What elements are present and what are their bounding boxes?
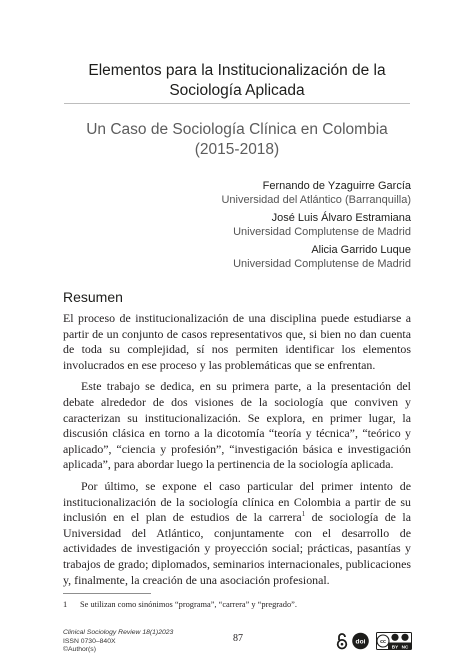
footnote	[63, 599, 411, 610]
page-number: 87	[233, 633, 243, 644]
abstract-body	[63, 311, 411, 594]
article-title	[40, 61, 434, 101]
author-list	[81, 179, 411, 275]
footnote-number: 1	[63, 600, 68, 609]
title-divider	[64, 103, 410, 104]
journal-metadata	[63, 629, 173, 655]
abstract-paragraph-3	[63, 479, 411, 588]
author-name: Alicia Garrido Luque	[311, 244, 411, 256]
subtitle-line-2: (2015-2018)	[194, 141, 280, 158]
nc-dollar-icon	[401, 634, 408, 641]
abstract-paragraph-2: Este trabajo se dedica, en su primera parte, a la presentación del debate alrededor de dos visiones de la sociología que conviven y caracterizan su institucionalización. Se explora, en primer lugar, la discusión clásica en torno a la dicotomía “teoría y técnica”, “teórico y aplicado”, “ciencia y profesión”, “investigación básica e investigación aplicada”, para abordar luego la pertinencia de la sociología aplicada.	[63, 379, 411, 472]
title-line-2: Sociología Aplicada	[169, 82, 305, 99]
abstract-paragraph-1: El proceso de institucionalización de una disciplina puede estudiarse a partir de un conjunto de casos representativos que, si bien no dan cuenta de toda su complejidad, sí nos permiten identificar los elementos involucrados en ese proceso y las problemáticas que se enfrentan.	[63, 311, 411, 372]
by-person-icon	[391, 634, 398, 641]
abstract-heading: Resumen	[63, 289, 123, 305]
journal-citation: Clinical Sociology Review 18(1)2023	[63, 629, 174, 636]
author-name: José Luis Álvaro Estramiana	[271, 212, 411, 224]
footnote-reference[interactable]: 1	[301, 510, 306, 519]
footnote-divider	[63, 593, 151, 594]
subtitle-line-1: Un Caso de Sociología Clínica en Colombia	[86, 121, 388, 138]
cc-label: cc	[380, 638, 386, 645]
footnote-text: Se utilizan como sinónimos “programa”, “carrera” y “pregrado”.	[80, 600, 297, 609]
copyright: ©Author(s)	[63, 646, 96, 654]
author-affiliation: Universidad del Atlántico (Barranquilla)	[221, 194, 411, 206]
title-line-1: Elementos para la Institucionalización de la	[88, 62, 386, 79]
author-affiliation: Universidad Complutense de Madrid	[233, 226, 411, 238]
paragraph-3-text-a: Por último, se expone el caso particular del primer intento de institucionalización de la sociología clínica en Colombia a partir de su inclusión en el plan de estudios de la carrera	[63, 478, 411, 525]
nc-label: NC	[401, 644, 409, 650]
author-block	[81, 243, 411, 271]
cc-by-nc-license-icon[interactable]	[376, 632, 412, 650]
author-block	[81, 179, 411, 207]
footer-icons	[336, 632, 412, 650]
article-subtitle	[40, 120, 434, 160]
author-name: Fernando de Yzaguirre García	[262, 180, 411, 192]
by-label: BY	[391, 644, 399, 650]
author-block	[81, 211, 411, 239]
paragraph-3-text-b: de sociología de la Universidad del Atlántico, conjuntamente con el desarrollo de actividades de investigación y proyección social; prácticas, pasantías y trabajos de grado; diplomados, seminarios internacionales, publicaciones y, finalmente, la creación de una asociación profesional.	[63, 510, 411, 587]
author-affiliation: Universidad Complutense de Madrid	[233, 258, 411, 270]
issn: ISSN 0730–840X	[63, 637, 116, 645]
doi-label: doi	[355, 638, 366, 646]
doi-icon[interactable]	[352, 632, 369, 650]
open-access-icon[interactable]	[336, 632, 348, 650]
